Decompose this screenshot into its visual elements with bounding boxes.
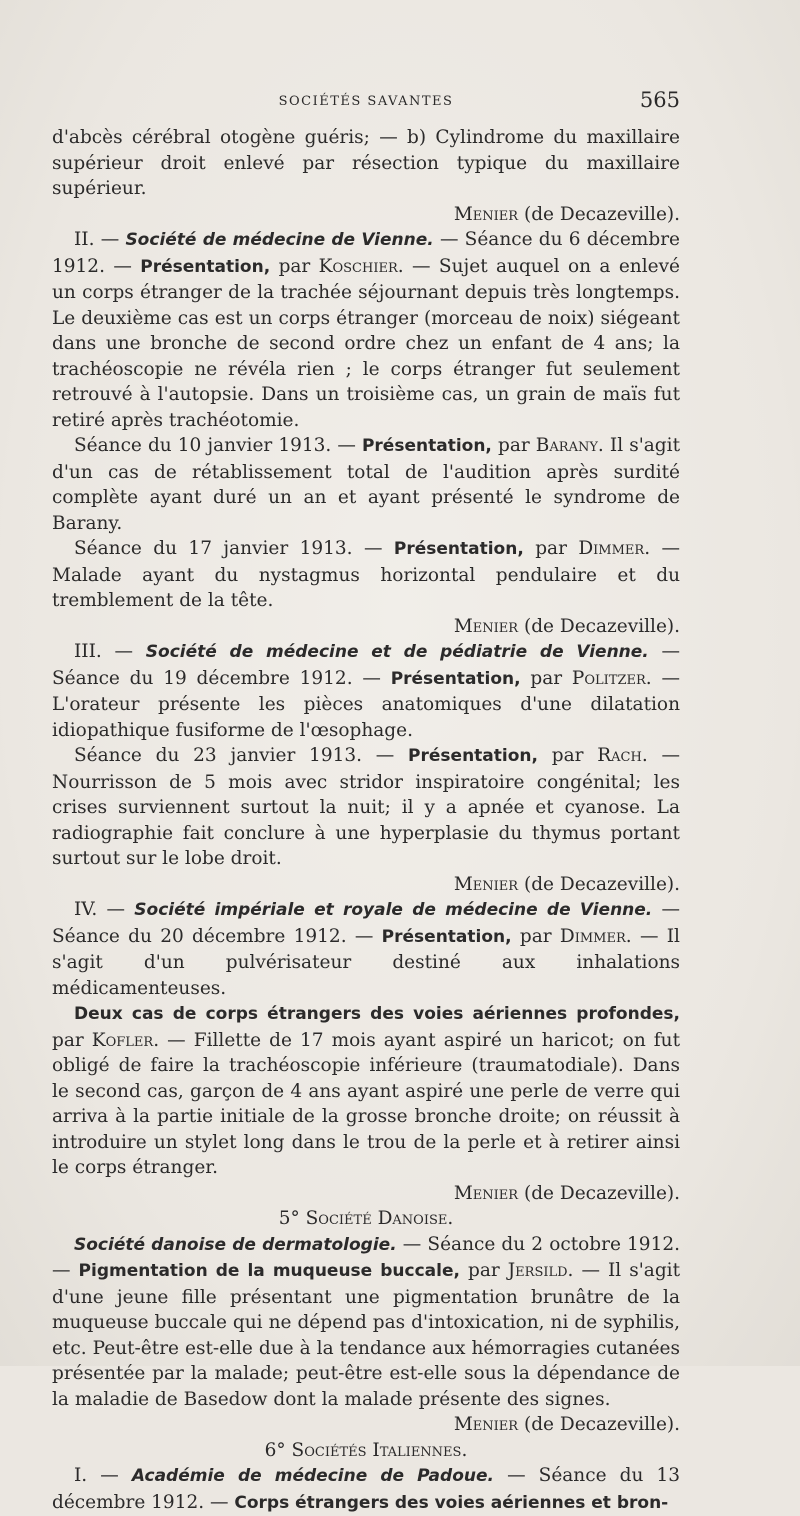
seance-date: — Séance du 19 décembre 1912. — (52, 641, 680, 689)
seance-date: — Séance du 13 décembre 1912. — (52, 1465, 680, 1513)
presenter-name: Dimmer. (578, 538, 651, 559)
author-location: (de Decazeville). (523, 615, 680, 637)
par-word: par (530, 667, 563, 689)
page-number: 565 (639, 88, 680, 112)
running-head: SOCIÉTÉS SAVANTES (278, 94, 454, 109)
signature (52, 202, 680, 228)
paragraph-text: — Sujet auquel on a enlevé un corps étranger de la trachée séjournant depuis très longtemps. Le deuxième cas est un corps étranger (morceau de noix) siégeant dans une bronche de second ordre chez un enfant de 4 ans; la trachéoscopie ne révéla rien ; le corps étranger fut seulement retrouvé à l'autopsie. Dans un troisième cas, un grain de maïs fut retiré après trachéotomie. (52, 255, 680, 431)
presenter-name: Jersild. (507, 1260, 574, 1281)
paragraph (52, 1463, 680, 1516)
presentation-title: Corps étrangers des voies aériennes et bron- (234, 1492, 669, 1513)
paragraph-text: d'abcès cérébral otogène guéris; — b) Cylindrome du maxillaire supérieur droit enlevé par résection typique du maxillaire supérieur. (52, 127, 680, 199)
author-name: Menier (453, 873, 519, 895)
par-word: par (535, 538, 567, 559)
paragraph (52, 1001, 680, 1181)
paragraph-text: — Fillette de 17 mois ayant aspiré un haricot; on fut obligé de faire la trachéoscopie inférieure (traumatodiale). Dans le second cas, garçon de 4 ans ayant aspiré une perle de verre qui arriva à la partie initiale de la grosse bronche droite; on réussit à introduire un stylet long dans le trou de la perle et à retirer ainsi le corps étranger. (52, 1029, 680, 1178)
section-number: III. — (74, 641, 134, 662)
author-name: Menier (453, 203, 519, 225)
par-word: par (468, 1260, 500, 1281)
author-location: (de Decazeville). (523, 1414, 680, 1435)
society-name: Société de médecine et de pédiatrie de Vienne. (145, 642, 649, 662)
presenter-name: Rach. (597, 745, 648, 766)
presentation-title: Présentation, (390, 668, 521, 689)
paragraph (52, 1232, 680, 1413)
presentation-title: Présentation, (393, 539, 524, 559)
section-heading: 5° Société Danoise. (278, 1208, 454, 1229)
author-location: (de Decazeville). (523, 203, 680, 225)
paragraph-text: — Malade ayant du nystagmus horizontal pendulaire et du tremblement de la tête. (52, 538, 680, 611)
presentation-title: Présentation, (381, 926, 512, 947)
author-location: (de Decazeville). (523, 873, 680, 895)
par-word: par (519, 925, 552, 947)
par-word: par (497, 435, 530, 456)
presentation-title: Présentation, (408, 746, 538, 766)
society-name: Académie de médecine de Padoue. (131, 1466, 494, 1486)
presentation-title: Pigmentation de la muqueuse buccale, (78, 1261, 460, 1281)
paragraph (52, 125, 680, 202)
par-word: par (551, 745, 584, 766)
paragraph (52, 536, 680, 614)
signature (52, 1412, 680, 1438)
signature (52, 614, 680, 640)
society-name: Société danoise de dermatologie. (74, 1234, 397, 1255)
signature (52, 872, 680, 898)
paragraph-text: — Il s'agit d'un pulvérisateur destiné aux inhalations médicamenteuses. (52, 925, 680, 999)
author-name: Menier (453, 1182, 519, 1204)
author-name: Menier (453, 1414, 519, 1435)
presenter-name: Koschier. (318, 255, 404, 277)
author-name: Menier (453, 615, 519, 637)
paragraph-text: — L'orateur présente les pièces anatomiques d'une dilatation idiopathique fusiforme de l'œsophage. (52, 667, 680, 741)
par-word: par (52, 1029, 84, 1051)
section-number: IV. — (74, 899, 126, 920)
society-name: Société de médecine de Vienne. (125, 230, 434, 250)
section-heading: 6° Sociétés Italiennes. (264, 1439, 468, 1461)
section-number: I. — (74, 1465, 119, 1486)
paragraph (52, 433, 680, 536)
presenter-name: Dimmer. (559, 925, 632, 947)
paragraph (52, 743, 680, 872)
presenter-name: Barany. (535, 435, 604, 456)
paragraph-text: — Nourrisson de 5 mois avec stridor inspiratoire congénital; les crises surviennent surtout la nuit; il y a apnée et cyanose. La radiographie fait conclure à une hyperplasie du thymus portant surtout sur le lobe droit. (52, 745, 680, 869)
paragraph (52, 639, 680, 743)
section-number: II. — (74, 229, 120, 250)
seance-date: — Séance du 20 décembre 1912. — (52, 899, 680, 947)
paragraph (52, 897, 680, 1001)
seance-date: — Séance du 2 octobre 1912. — (52, 1233, 680, 1281)
paragraph-text: Il s'agit d'un cas de rétablissement total de l'audition après surdité complète ayant duré un an et ayant présenté le syndrome de Barany. (52, 435, 680, 534)
presenter-name: Politzer. (571, 667, 652, 689)
society-name: Société impériale et royale de médecine de Vienne. (134, 900, 653, 920)
presenter-name: Kofler. (91, 1029, 160, 1051)
paragraph (52, 227, 680, 433)
seance-date: Séance du 10 janvier 1913. — (74, 435, 356, 456)
seance-date: — Séance du 6 décembre 1912. — (52, 229, 680, 277)
presentation-title: Présentation, (140, 256, 271, 277)
signature (52, 1181, 680, 1207)
seance-date: Séance du 17 janvier 1913. — (74, 538, 383, 559)
paragraph-text: — Il s'agit d'une jeune fille présentant une pigmentation brunâtre de la muqueuse buccale qui ne dépend pas d'intoxication, ni de syphilis, etc. Peut-être est-elle due à la tendance aux hémorragies cutanées présentée par la malade; peut-être est-elle sous la dépendance de la maladie de Basedow dont la malade présente des signes. (52, 1260, 681, 1410)
page-body (52, 125, 680, 1516)
presentation-title: Deux cas de corps étrangers des voies aériennes profondes, (74, 1004, 680, 1024)
par-word: par (278, 255, 311, 277)
author-location: (de Decazeville). (523, 1182, 680, 1204)
page-header (52, 86, 680, 118)
seance-date: Séance du 23 janvier 1913. — (74, 745, 395, 766)
presentation-title: Présentation, (361, 436, 492, 456)
